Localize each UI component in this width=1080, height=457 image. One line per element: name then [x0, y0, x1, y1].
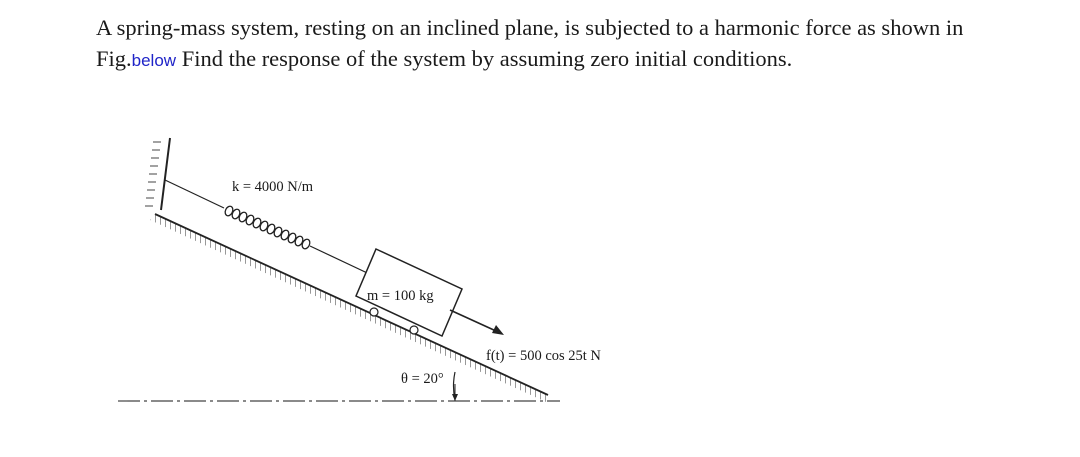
spring: [224, 205, 312, 250]
wheel-rear: [410, 326, 418, 334]
inclined-plane: [150, 214, 548, 403]
wheel-front: [370, 308, 378, 316]
fixed-wall: [145, 138, 170, 210]
force-label: f(t) = 500 cos 25t N: [486, 348, 601, 364]
angle-label: θ = 20°: [401, 371, 444, 387]
problem-text-1: A spring-mass system, resting on an inclined plane, is subjected to a harmonic force as shown in Fig.: [96, 15, 964, 71]
spring-rod: [165, 180, 224, 208]
spring-constant-label: k = 4000 N/m: [232, 179, 314, 195]
problem-text-2: Find the response of the system by assuming zero initial conditions.: [176, 46, 793, 71]
figure-reference-link[interactable]: below: [131, 51, 177, 70]
mass-label: m = 100 kg: [367, 288, 434, 304]
angle-marker: [452, 372, 458, 401]
force-arrow: [450, 310, 504, 335]
